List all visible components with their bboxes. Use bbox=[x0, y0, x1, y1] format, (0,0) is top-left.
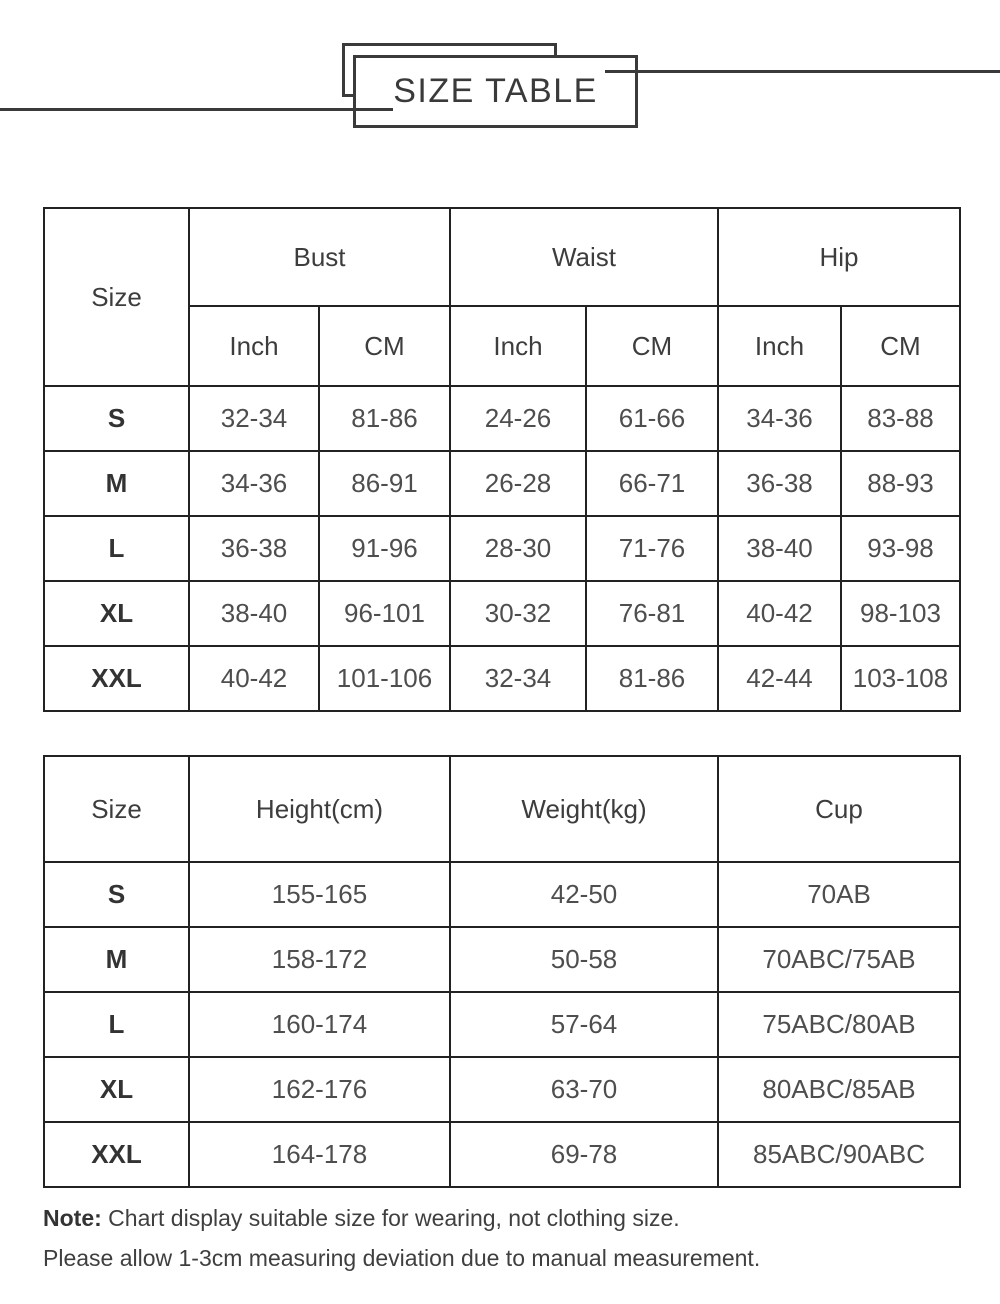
measurement-cell: 91-96 bbox=[319, 516, 450, 581]
fit-cell: 63-70 bbox=[450, 1057, 718, 1122]
measurement-cell: 42-44 bbox=[718, 646, 841, 711]
measurement-cell: 76-81 bbox=[586, 581, 718, 646]
fit-cell: 69-78 bbox=[450, 1122, 718, 1187]
table-row bbox=[44, 1122, 960, 1187]
fit-cell: 50-58 bbox=[450, 927, 718, 992]
row-size-label: XL bbox=[44, 1057, 189, 1122]
title-left-line bbox=[0, 108, 393, 111]
fit-cell: 160-174 bbox=[189, 992, 450, 1057]
row-size-label: S bbox=[44, 386, 189, 451]
unit-header-hip-cm: CM bbox=[841, 306, 960, 386]
col-header-size: Size bbox=[44, 208, 189, 386]
table-row bbox=[44, 1057, 960, 1122]
note-line-2: Please allow 1-3cm measuring deviation due to manual measurement. bbox=[43, 1245, 761, 1271]
col-header-waist: Waist bbox=[450, 208, 718, 306]
measurement-cell: 40-42 bbox=[189, 646, 319, 711]
table-row bbox=[44, 386, 960, 451]
table-row bbox=[44, 516, 960, 581]
measurement-cell: 101-106 bbox=[319, 646, 450, 711]
group-header-row bbox=[44, 208, 960, 306]
measurement-cell: 36-38 bbox=[718, 451, 841, 516]
measurement-cell: 81-86 bbox=[586, 646, 718, 711]
measurement-cell: 88-93 bbox=[841, 451, 960, 516]
fit-cell: 70ABC/75AB bbox=[718, 927, 960, 992]
col-header-height: Height(cm) bbox=[189, 756, 450, 862]
row-size-label: XXL bbox=[44, 646, 189, 711]
title-right-line bbox=[605, 70, 1000, 73]
table-row bbox=[44, 646, 960, 711]
fit-header-row bbox=[44, 756, 960, 862]
table-row bbox=[44, 927, 960, 992]
note-line-1 bbox=[43, 1198, 973, 1238]
measurement-cell: 40-42 bbox=[718, 581, 841, 646]
fit-table bbox=[43, 755, 961, 1188]
row-size-label: XL bbox=[44, 581, 189, 646]
col-header-bust: Bust bbox=[189, 208, 450, 306]
measurement-cell: 34-36 bbox=[718, 386, 841, 451]
unit-header-waist-cm: CM bbox=[586, 306, 718, 386]
row-size-label: L bbox=[44, 516, 189, 581]
measurement-cell: 38-40 bbox=[189, 581, 319, 646]
fit-cell: 85ABC/90ABC bbox=[718, 1122, 960, 1187]
unit-header-waist-inch: Inch bbox=[450, 306, 586, 386]
measurement-cell: 34-36 bbox=[189, 451, 319, 516]
unit-header-bust-cm: CM bbox=[319, 306, 450, 386]
fit-cell: 155-165 bbox=[189, 862, 450, 927]
note-block bbox=[43, 1198, 973, 1278]
title-box bbox=[353, 55, 638, 128]
fit-cell: 162-176 bbox=[189, 1057, 450, 1122]
row-size-label: S bbox=[44, 862, 189, 927]
measurement-cell: 103-108 bbox=[841, 646, 960, 711]
table-row bbox=[44, 862, 960, 927]
fit-cell: 75ABC/80AB bbox=[718, 992, 960, 1057]
fit-cell: 158-172 bbox=[189, 927, 450, 992]
unit-header-bust-inch: Inch bbox=[189, 306, 319, 386]
measurement-cell: 24-26 bbox=[450, 386, 586, 451]
fit-cell: 80ABC/85AB bbox=[718, 1057, 960, 1122]
col-header-hip: Hip bbox=[718, 208, 960, 306]
measurement-cell: 66-71 bbox=[586, 451, 718, 516]
row-size-label: M bbox=[44, 451, 189, 516]
measurement-cell: 98-103 bbox=[841, 581, 960, 646]
measurement-cell: 81-86 bbox=[319, 386, 450, 451]
measurement-cell: 71-76 bbox=[586, 516, 718, 581]
row-size-label: XXL bbox=[44, 1122, 189, 1187]
measurement-cell: 28-30 bbox=[450, 516, 586, 581]
measurement-cell: 36-38 bbox=[189, 516, 319, 581]
fit-cell: 164-178 bbox=[189, 1122, 450, 1187]
col-header-size: Size bbox=[44, 756, 189, 862]
note-label: Note: bbox=[43, 1205, 102, 1231]
note-text: Chart display suitable size for wearing, not clothing size. bbox=[101, 1205, 680, 1231]
page-title: SIZE TABLE bbox=[393, 72, 598, 110]
fit-cell: 57-64 bbox=[450, 992, 718, 1057]
measurement-cell: 96-101 bbox=[319, 581, 450, 646]
measurement-cell: 61-66 bbox=[586, 386, 718, 451]
measurement-cell: 86-91 bbox=[319, 451, 450, 516]
col-header-weight: Weight(kg) bbox=[450, 756, 718, 862]
fit-cell: 42-50 bbox=[450, 862, 718, 927]
measurement-cell: 26-28 bbox=[450, 451, 586, 516]
table-row bbox=[44, 992, 960, 1057]
measurement-cell: 32-34 bbox=[450, 646, 586, 711]
fit-cell: 70AB bbox=[718, 862, 960, 927]
measurement-cell: 93-98 bbox=[841, 516, 960, 581]
row-size-label: M bbox=[44, 927, 189, 992]
measurement-table bbox=[43, 207, 961, 712]
table-row bbox=[44, 581, 960, 646]
col-header-cup: Cup bbox=[718, 756, 960, 862]
row-size-label: L bbox=[44, 992, 189, 1057]
unit-header-hip-inch: Inch bbox=[718, 306, 841, 386]
measurement-cell: 32-34 bbox=[189, 386, 319, 451]
measurement-cell: 38-40 bbox=[718, 516, 841, 581]
table-row bbox=[44, 451, 960, 516]
measurement-cell: 83-88 bbox=[841, 386, 960, 451]
measurement-cell: 30-32 bbox=[450, 581, 586, 646]
